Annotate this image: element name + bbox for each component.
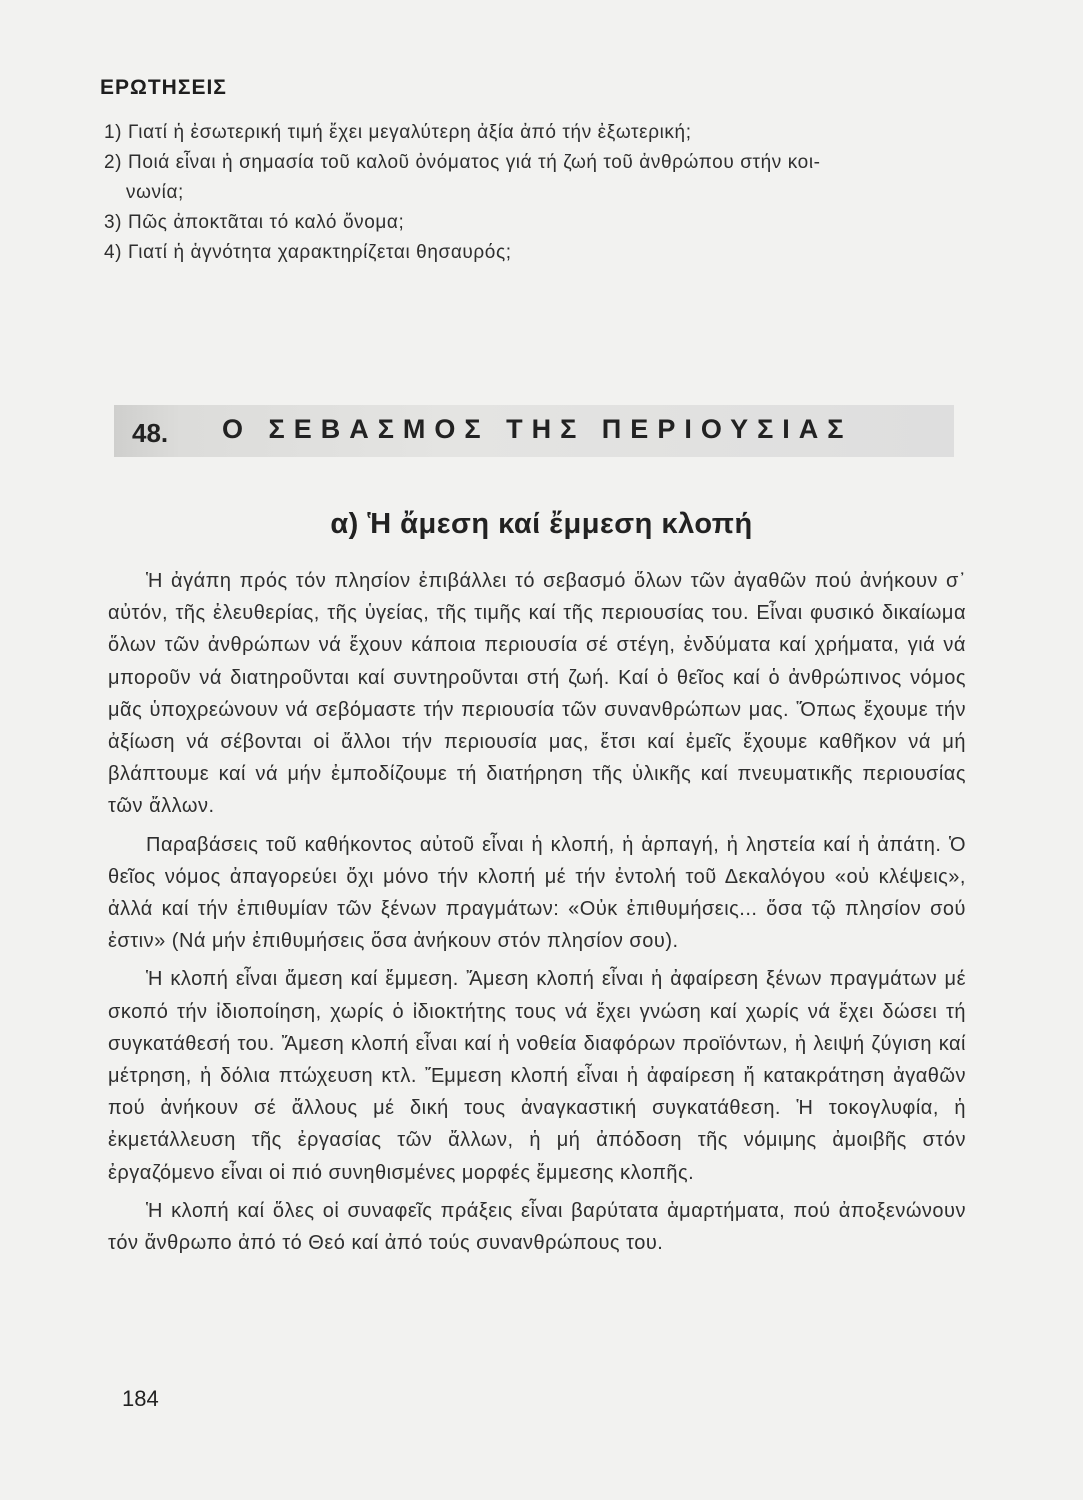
paragraph: Ἡ κλοπή καί ὅλες οἱ συναφεῖς πράξεις εἶναι βαρύτατα ἁμαρτήματα, πού ἀποξενώνουν τόν ἄνθρωπο ἀπό τό Θεό καί ἀπό τούς συνανθρώπους του. bbox=[108, 1199, 966, 1255]
questions-heading: ΕΡΩΤΗΣΕΙΣ bbox=[100, 76, 227, 99]
question-item bbox=[104, 148, 974, 208]
question-text: Γιατί ἡ ἐσωτερική τιμή ἔχει μεγαλύτερη ἀξία ἀπό τήν ἐξωτερική; bbox=[128, 122, 692, 143]
chapter-title: Ο ΣΕΒΑΣΜΟΣ ΤΗΣ ΠΕΡΙΟΥΣΙΑΣ bbox=[222, 414, 853, 444]
question-number: 3) bbox=[104, 212, 123, 233]
question-number: 4) bbox=[104, 242, 123, 263]
question-text: Ποιά εἶναι ἡ σημασία τοῦ καλοῦ ὀνόματος γιά τή ζωή τοῦ ἀνθρώπου στήν κοι- bbox=[128, 152, 821, 173]
paragraph: Παραβάσεις τοῦ καθήκοντος αὐτοῦ εἶναι ἡ κλοπή, ἡ ἁρπαγή, ἡ ληστεία καί ἡ ἀπάτη. Ὁ θεῖος νόμος ἀπαγορεύει ὄχι μόνο τήν κλοπή μέ τήν ἐντολή τοῦ Δεκαλόγου «οὐ κλέψεις», ἀλλά καί τήν ἐπιθυμίαν τῶν ξένων πραγμάτων: «Οὐκ ἐπιθυμήσεις... ὅσα τῷ πλησίον σού ἐστιν» (Νά μήν ἐπιθυμήσεις ὅσα ἀνήκουν στόν πλησίον σου). bbox=[108, 833, 966, 953]
question-number: 1) bbox=[104, 122, 123, 143]
body-text bbox=[108, 565, 966, 1265]
paragraph: Ἡ ἀγάπη πρός τόν πλησίον ἐπιβάλλει τό σεβασμό ὅλων τῶν ἀγαθῶν πού ἀνήκουν σ᾽ αὐτόν, τῆς ἐλευθερίας, τῆς ὑγείας, τῆς τιμῆς καί τῆς περιουσίας του. Εἶναι φυσικό δικαίωμα ὅλων τῶν ἀνθρώπων νά ἔχουν κάποια περιουσία σέ στέγη, ἐνδύματα καί χρήματα, γιά νά μποροῦν νά διατηροῦνται καί συντηροῦνται στή ζωή. Καί ὁ θεῖος καί ὁ ἀνθρώπινος νόμος μᾶς ὑποχρεώνουν νά σεβόμαστε τήν περιουσία τῶν συνανθρώπων μας. Ὅπως ἔχουμε τήν ἀξίωση νά σέβονται οἱ ἄλλοι τήν περιουσία μας, ἔτσι καί ἐμεῖς ἔχουμε καθῆκον νά μή βλάπτουμε καί νά μήν ἐμποδίζουμε τή διατήρηση τῆς ὑλικῆς καί πνευματικῆς περιουσίας τῶν ἄλλων. bbox=[108, 570, 966, 818]
question-text: Γιατί ἡ ἁγνότητα χαρακτηρίζεται θησαυρός; bbox=[128, 242, 512, 263]
paragraph: Ἡ κλοπή εἶναι ἄμεση καί ἔμμεση. Ἄμεση κλοπή εἶναι ἡ ἀφαίρεση ξένων πραγμάτων μέ σκοπό τήν ἰδιοποίηση, χωρίς ὁ ἰδιοκτήτης τους νά ἔχει γνώση καί χωρίς νά ἔχει δώσει τή συγκατάθεσή του. Ἄμεση κλοπή εἶναι καί ἡ νοθεία διαφόρων προϊόντων, ἡ λειψή ζύγιση καί μέτρηση, ἡ δόλια πτώχευση κτλ. Ἔμμεση κλοπή εἶναι ἡ ἀφαίρεση ἤ κατακράτηση ἀγαθῶν πού ἀνήκουν σέ ἄλλους μέ δική τους ἀναγκαστική συγκατάθεση. Ἡ τοκογλυφία, ἡ ἐκμετάλλευση τῆς ἐργασίας τῶν ἄλλων, ἡ μή ἀπόδοση τῆς νόμιμης ἀμοιβῆς στόν ἐργαζόμενο εἶναι οἱ πιό συνηθισμένες μορφές ἔμμεσης κλοπῆς. bbox=[108, 968, 966, 1184]
section-title: α) Ἡ ἄμεση καί ἔμμεση κλοπή bbox=[330, 508, 753, 540]
question-item bbox=[104, 238, 974, 268]
question-text: Πῶς ἀποκτᾶται τό καλό ὄνομα; bbox=[128, 212, 405, 233]
chapter-number: 48. bbox=[132, 418, 169, 448]
question-continuation: νωνία; bbox=[126, 182, 184, 203]
question-number: 2) bbox=[104, 152, 123, 173]
question-item bbox=[104, 208, 974, 238]
question-item bbox=[104, 118, 974, 148]
questions-list bbox=[104, 118, 974, 268]
page-number: 184 bbox=[122, 1386, 159, 1411]
